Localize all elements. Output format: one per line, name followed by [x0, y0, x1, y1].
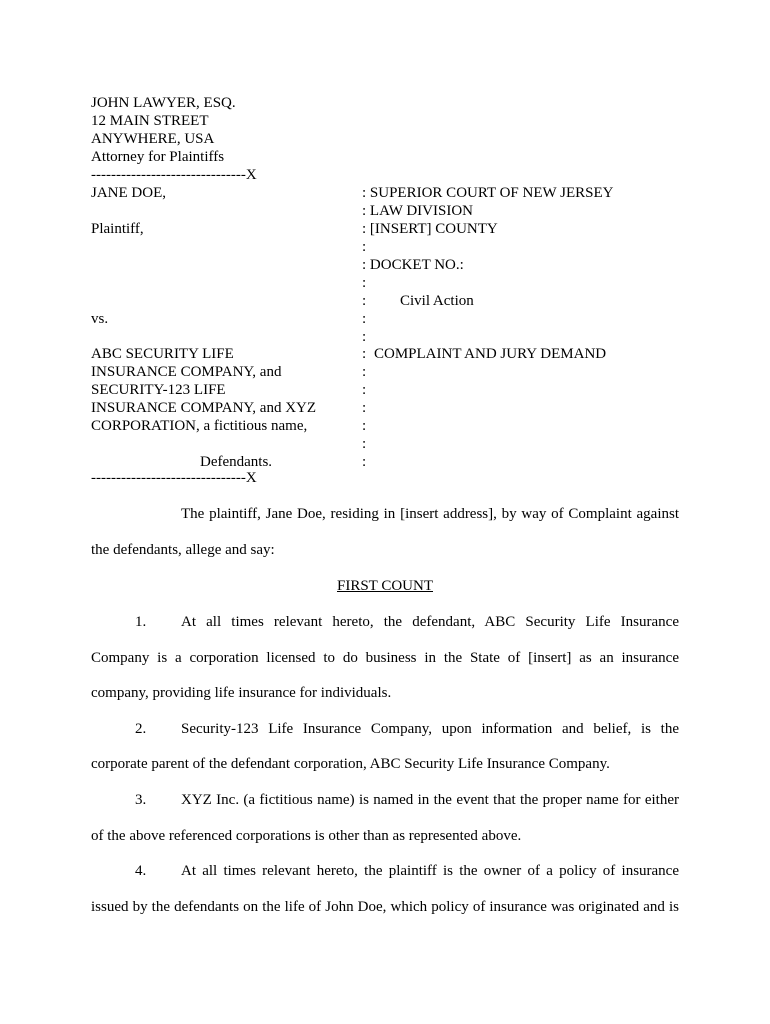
paragraph-line: corporate parent of the defendant corporation, ABC Security Life Insurance Company.	[91, 756, 610, 772]
caption-colon: :	[362, 454, 367, 470]
defendant-line: SECURITY-123 LIFE	[91, 382, 226, 398]
caption-colon: :	[362, 329, 367, 345]
defendant-line: INSURANCE COMPANY, and XYZ	[91, 400, 317, 416]
caption-colon: :	[362, 311, 367, 327]
docket-line: : DOCKET NO.:	[362, 257, 464, 273]
court-line: :	[362, 275, 367, 291]
intro-line: the defendants, allege and say:	[91, 542, 275, 558]
versus-label: vs.	[91, 311, 109, 327]
paragraph-line: issued by the defendants on the life of John Doe, which policy of insurance was originated and is	[91, 899, 679, 915]
paragraph-line: XYZ Inc. (a fictitious name) is named in the event that the proper name for either	[181, 792, 679, 808]
attorney-street: 12 MAIN STREET	[91, 113, 209, 129]
paragraph-number: 2.	[135, 721, 147, 737]
court-line: : [INSERT] COUNTY	[362, 221, 498, 237]
paragraph-line: of the above referenced corporations is other than as represented above.	[91, 828, 522, 844]
attorney-name: JOHN LAWYER, ESQ.	[91, 95, 236, 111]
caption-colon: :	[362, 436, 367, 452]
civil-action-label: Civil Action	[400, 293, 474, 309]
civil-colon: :	[362, 293, 367, 309]
count-heading	[0, 577, 770, 595]
caption-colon: :	[362, 400, 367, 416]
court-line: : LAW DIVISION	[362, 203, 474, 219]
caption-colon: :	[362, 364, 367, 380]
caption-colon: :	[362, 418, 367, 434]
paragraph-number: 4.	[135, 863, 147, 879]
defendant-line: INSURANCE COMPANY, and	[91, 364, 282, 380]
paragraph-line: At all times relevant hereto, the plaintiff is the owner of a policy of insurance	[181, 863, 679, 879]
court-line: :	[362, 239, 367, 255]
paragraph-number: 1.	[135, 614, 147, 630]
complaint-colon: :	[362, 346, 367, 362]
paragraph-number: 3.	[135, 792, 147, 808]
paragraph-line: Security-123 Life Insurance Company, upon information and belief, is the	[181, 721, 679, 737]
caption-colon: :	[362, 382, 367, 398]
defendant-line: CORPORATION, a fictitious name,	[91, 418, 308, 434]
attorney-role: Attorney for Plaintiffs	[91, 149, 225, 165]
intro-line: The plaintiff, Jane Doe, residing in [insert address], by way of Complaint against	[181, 506, 679, 522]
paragraph-line: company, providing life insurance for individuals.	[91, 685, 392, 701]
caption-divider-bottom: -------------------------------X	[91, 470, 257, 486]
plaintiff-label: Plaintiff,	[91, 221, 144, 237]
attorney-city: ANYWHERE, USA	[91, 131, 215, 147]
defendants-label: Defendants.	[200, 454, 273, 470]
plaintiff-name: JANE DOE,	[91, 185, 166, 201]
paragraph-line: At all times relevant hereto, the defendant, ABC Security Life Insurance	[181, 614, 679, 630]
caption-divider-top: -------------------------------X	[91, 167, 257, 183]
paragraph-line: Company is a corporation licensed to do business in the State of [insert] as an insurance	[91, 650, 679, 666]
count-heading-text: FIRST COUNT	[337, 578, 433, 594]
complaint-title: COMPLAINT AND JURY DEMAND	[374, 346, 607, 362]
defendant-line: ABC SECURITY LIFE	[91, 346, 234, 362]
court-line: : SUPERIOR COURT OF NEW JERSEY	[362, 185, 614, 201]
